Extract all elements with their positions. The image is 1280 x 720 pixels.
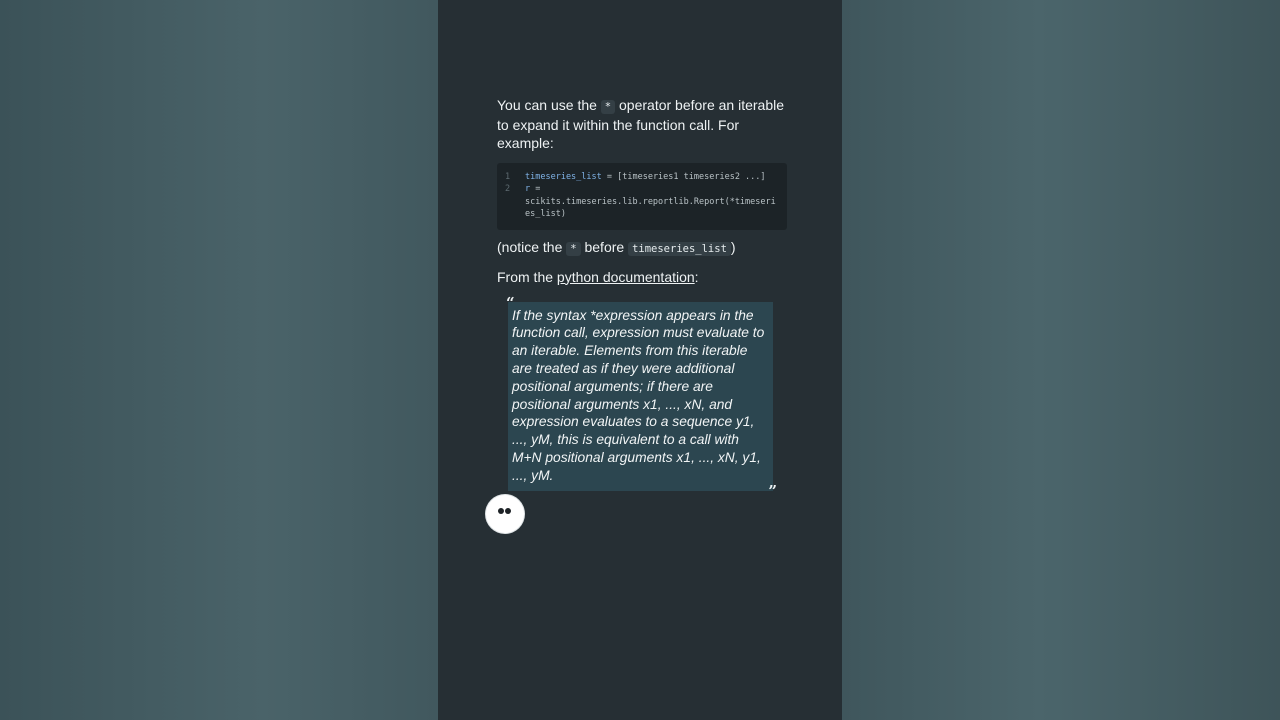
notice-text-after: ) [730,238,736,255]
line-number-gutter [505,171,525,221]
from-paragraph [497,268,787,286]
intro-paragraph [497,96,787,152]
code-lines [525,171,777,221]
answer-content [497,96,787,500]
quote-text: If the syntax *expression appears in the function call, expression must evaluate to an iterable. Elements from this iterable are treated as if they were additional positional arguments; if there are positional arguments x1, ..., xN, and expression evaluates to a sequence y1, ..., yM, this is equivalent to a call with M+N positional arguments x1, ..., xN, y1, ..., yM. [508,302,773,491]
avatar-eye-left [498,508,504,514]
python-documentation-link[interactable]: python documentation [556,268,695,285]
intro-text-after: operator before an iterable to expand it within the function call. For example: [497,97,785,151]
code-line-1 [525,171,777,183]
notice-text-middle: before [580,238,629,255]
inline-code-timeseries-list: timeseries_list [628,242,731,256]
line-number: 1 [505,172,511,182]
from-text-after: : [694,268,699,285]
notice-text-before: (notice the [497,238,567,255]
inline-code-star: * [566,242,580,256]
line-number: 2 [505,184,511,195]
background-right [842,0,1280,720]
code-token-variable: timeseries_list [525,172,602,182]
notice-paragraph [497,238,787,258]
code-line-2-continuation: scikits.timeseries.lib.reportlib.Report(*timeseries_list) [525,196,776,220]
code-token-rest: = [530,184,541,195]
close-quote-icon: ” [768,481,777,500]
avatar-eye-right [505,508,511,514]
code-token-variable: r [525,184,531,195]
from-text-before: From the [497,268,557,285]
code-block[interactable] [497,163,787,230]
background-left [0,0,438,720]
intro-text-before: You can use the [497,97,601,113]
open-quote-icon: “ [506,293,515,312]
inline-code-star: * [601,100,615,114]
code-line-2 [525,183,777,195]
code-token-rest: = [timeseries1 timeseries2 ...] [601,172,766,182]
blockquote [506,293,777,500]
answer-panel [438,0,842,720]
mascot-avatar-icon [486,495,524,533]
